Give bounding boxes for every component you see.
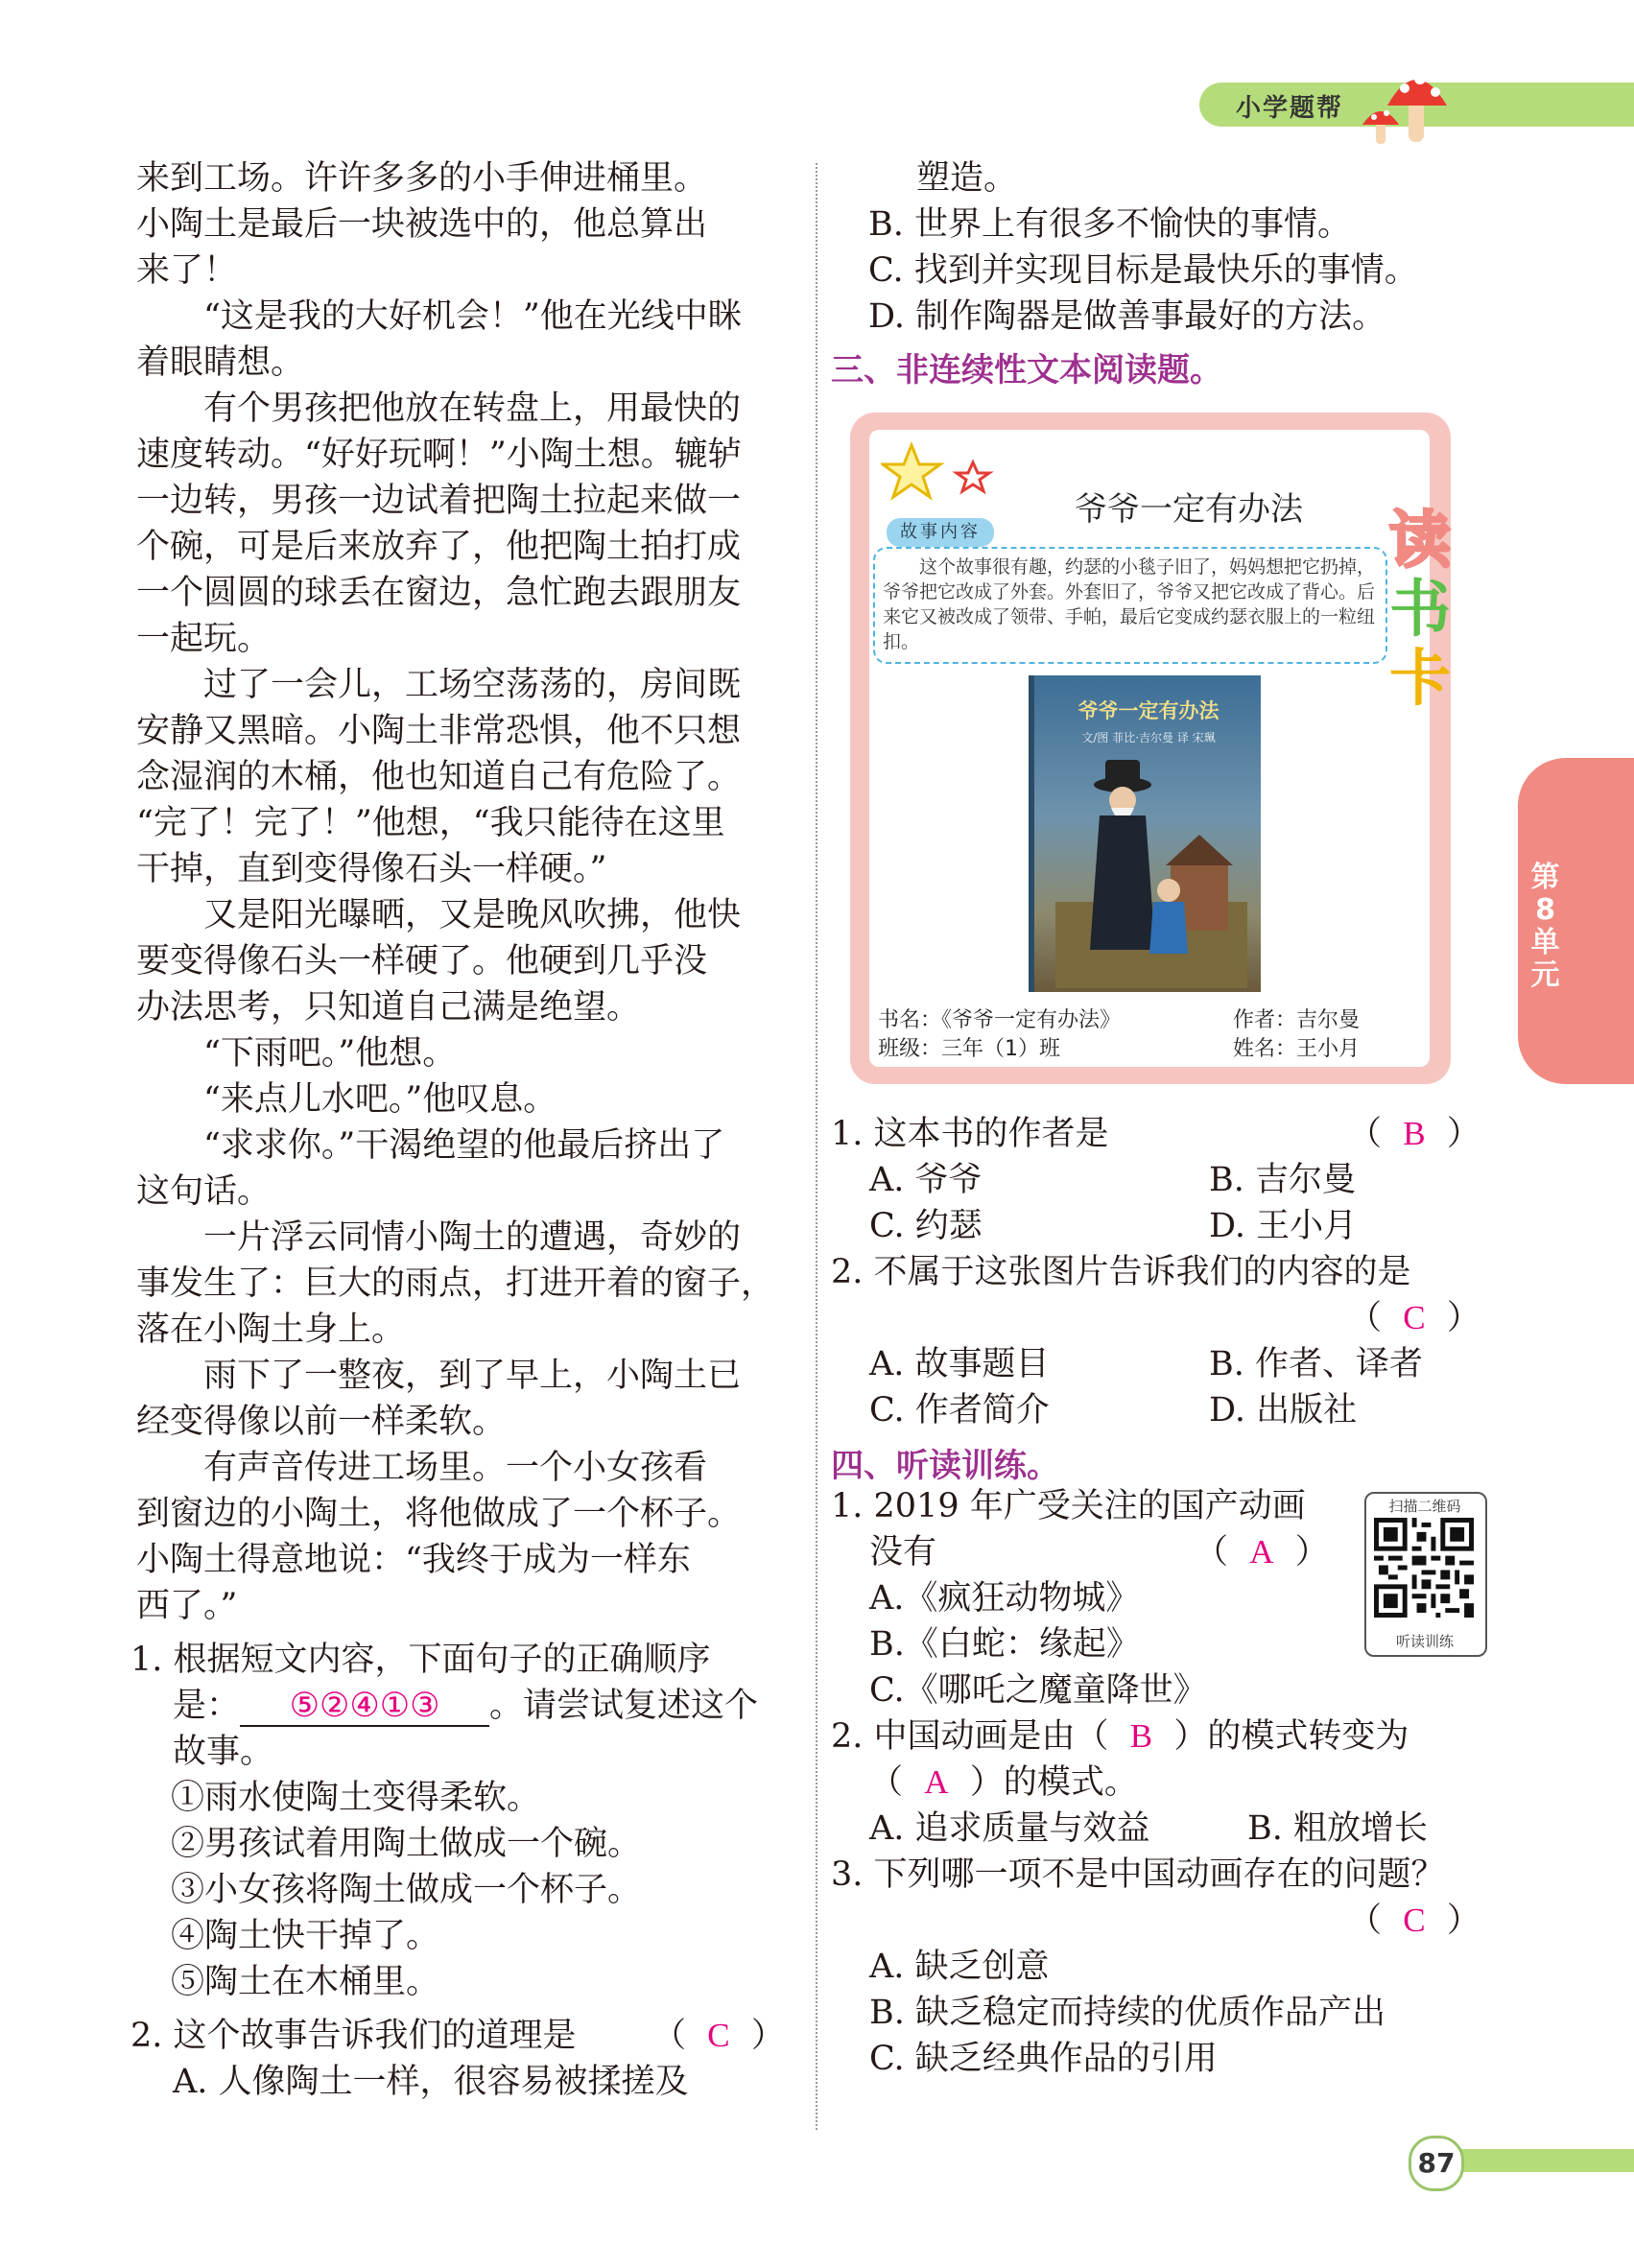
story-line: 有声音传进工场里。一个小女孩看 (203, 1449, 708, 1487)
card-question-1-bracket: （ B ） (1348, 1115, 1480, 1153)
sequence-item: ⑤陶土在木桶里。 (171, 1963, 440, 2001)
sequence-item: ③小女孩将陶土做成一个杯子。 (171, 1871, 642, 1909)
story-line: 小陶土是最后一块被选中的，他总算出 (136, 205, 708, 244)
story-line: 干掉，直到变得像石头一样硬。” (136, 850, 607, 888)
listen-question-2-answer-1: B (1129, 1717, 1153, 1755)
section-4-title: 四、听读训练。 (831, 1447, 1059, 1485)
listen-question-2-answer-2: A (924, 1763, 949, 1801)
page-number: 87 (1409, 2136, 1464, 2191)
class-field: 班级：三年（1）班 (878, 1037, 1060, 1061)
story-line: 办法思考，只知道自己满是绝望。 (136, 988, 641, 1027)
column-divider (816, 163, 817, 2130)
question-1-stem: 1. 根据短文内容，下面句子的正确顺序 (130, 1641, 711, 1679)
story-line: “求求你。”干渴绝望的他最后挤出了 (203, 1126, 725, 1165)
story-content-tag: 故事内容 (887, 518, 994, 547)
story-line: 有个男孩把他放在转盘上，用最快的 (203, 390, 742, 428)
question-2-answer: C (707, 2017, 730, 2054)
option: A.《疯狂动物城》 (869, 1579, 1140, 1618)
story-line: 过了一会儿，工场空荡荡的，房间既 (203, 666, 742, 704)
card-question-2-bracket: （ C ） (1348, 1299, 1480, 1337)
card-question-1-answer: B (1403, 1115, 1426, 1152)
listen-question-1-stem-b: 没有 (869, 1533, 937, 1571)
option: B. 粗放增长 (1247, 1809, 1428, 1848)
listen-question-2-stem-b: （ A ）的模式。 (869, 1763, 1138, 1802)
qr-caption-top: 扫描二维码 (1388, 1498, 1461, 1515)
sequence-item: ④陶土快干掉了。 (171, 1917, 440, 1955)
story-line: 事发生了：巨大的雨点，打进开着的窗子， (136, 1264, 775, 1303)
question-1-answer: ⑤②④①③ (240, 1687, 489, 1727)
mushroom-icon (1355, 59, 1460, 148)
listen-question-3-stem: 3. 下列哪一项不是中国动画存在的问题？ (831, 1855, 1445, 1894)
option: B.《白蛇：缘起》 (869, 1625, 1140, 1664)
story-line: 要变得像石头一样硬了。他硬到几乎没 (136, 942, 708, 980)
listen-question-3-answer: C (1403, 1902, 1426, 1939)
option-d: D. 制作陶器是做善事最好的方法。 (868, 297, 1386, 336)
star-icon (881, 441, 996, 503)
story-summary: 这个故事很有趣，约瑟的小毯子旧了，妈妈想把它扔掉，爷爷把它改成了外套。外套旧了，爷爷又把它改成了背心。后来它又被改成了领带、手帕，最后它变成约瑟衣服上的一粒纽扣。 (883, 556, 1376, 652)
unit-label: 第 8 单 元 (1530, 861, 1560, 992)
listen-question-1-bracket: （ A ） (1195, 1533, 1329, 1571)
story-line: 一起玩。 (136, 620, 272, 658)
question-1-stem-b: 是： ⑤②④①③ 。请尝试复述这个 (173, 1687, 759, 1725)
option: C.《哪吒之魔童降世》 (869, 1671, 1207, 1710)
brand-label: 小学题帮 (1236, 94, 1344, 123)
qr-caption-bottom: 听读训练 (1395, 1633, 1454, 1650)
reading-card-label: 读 书 卡 (1389, 506, 1451, 715)
story-line: 到窗边的小陶土，将他做成了一个杯子。 (136, 1495, 742, 1533)
option: A. 故事题目 (869, 1345, 1050, 1383)
story-line: 一个圆圆的球丢在窗边，急忙跑去跟朋友 (136, 574, 742, 612)
story-line: 又是阳光曝晒，又是晚风吹拂，他快 (203, 896, 742, 934)
listen-question-1-answer: A (1249, 1533, 1274, 1571)
option-c: C. 找到并实现目标是最快乐的事情。 (868, 251, 1418, 290)
option: D. 出版社 (1209, 1391, 1358, 1429)
story-line: 速度转动。“好好玩啊！”小陶土想。辘轳 (136, 436, 742, 474)
listen-question-2-stem: 2. 中国动画是由（ B ）的模式转变为 (831, 1717, 1409, 1756)
story-line: “来点儿水吧。”他叹息。 (203, 1080, 557, 1119)
option: B. 作者、译者 (1209, 1345, 1423, 1383)
story-line: 一片浮云同情小陶土的遭遇，奇妙的 (203, 1218, 742, 1257)
story-line: 安静又黑暗。小陶土非常恐惧，他不只想 (136, 712, 742, 750)
option: C. 作者简介 (869, 1391, 1050, 1429)
story-line: 西了。” (136, 1587, 238, 1625)
story-line: “这是我的大好机会！”他在光线中眯 (203, 297, 742, 336)
book-name-field: 书名：《爷爷一定有办法》 (878, 1008, 1122, 1032)
option: B. 缺乏稳定而持续的优质作品产出 (869, 1994, 1385, 2032)
grandpa-illustration (1055, 758, 1247, 988)
card-question-1-stem: 1. 这本书的作者是 (831, 1115, 1109, 1153)
sequence-item: ①雨水使陶土变得柔软。 (171, 1779, 541, 1817)
student-name-field: 姓名：王小月 (1233, 1037, 1361, 1061)
book-cover-credits: 文/图 菲比·吉尔曼 译 宋珮 (1081, 731, 1216, 744)
option-a-end: 塑造。 (916, 159, 1018, 198)
qr-code-icon[interactable] (1374, 1518, 1474, 1618)
story-line: 经变得像以前一样柔软。 (136, 1403, 507, 1441)
option: A. 爷爷 (869, 1161, 983, 1199)
story-line: 来了！ (136, 251, 238, 290)
story-line: 一边转，男孩一边试着把陶土拉起来做一 (136, 482, 742, 520)
option: C. 缺乏经典作品的引用 (869, 2040, 1218, 2078)
section-3-title: 三、非连续性文本阅读题。 (831, 351, 1222, 390)
option-b: B. 世界上有很多不愉快的事情。 (868, 205, 1351, 244)
story-line: 来到工场。许许多多的小手伸进桶里。 (136, 159, 708, 198)
author-field: 作者：吉尔曼 (1233, 1008, 1361, 1032)
card-title: 爷爷一定有办法 (1075, 490, 1303, 529)
story-line: 雨下了一整夜，到了早上，小陶土已 (203, 1357, 742, 1395)
listen-question-1-stem: 1. 2019 年广受关注的国产动画 (831, 1487, 1306, 1525)
question-2-answer-bracket: （ C ） (652, 2017, 785, 2055)
question-2-option-a: A. 人像陶土一样，很容易被揉搓及 (173, 2063, 689, 2101)
sequence-item: ②男孩试着用陶土做成一个碗。 (171, 1825, 642, 1863)
question-2-stem: 2. 这个故事告诉我们的道理是 (130, 2017, 577, 2055)
card-question-2-stem: 2. 不属于这张图片告诉我们的内容的是 (831, 1253, 1411, 1291)
story-line: 着眼睛想。 (136, 343, 305, 382)
story-line: 念湿润的木桶，他也知道自己有危险了。 (136, 758, 742, 796)
story-line: 这句话。 (136, 1172, 272, 1211)
option: C. 约瑟 (869, 1207, 983, 1245)
page-number-band (1439, 2149, 1634, 2172)
book-cover-title: 爷爷一定有办法 (1077, 699, 1220, 722)
story-line: 落在小陶土身上。 (136, 1311, 406, 1349)
story-line: 小陶土得意地说：“我终于成为一样东 (136, 1541, 691, 1579)
option: A. 追求质量与效益 (869, 1809, 1150, 1848)
option: D. 王小月 (1209, 1207, 1358, 1245)
option: A. 缺乏创意 (869, 1948, 1050, 1986)
question-1-stem-c: 故事。 (173, 1733, 274, 1771)
listen-question-3-bracket: （ C ） (1348, 1902, 1480, 1940)
story-line: “完了！完了！”他想，“我只能待在这里 (136, 804, 725, 842)
story-line: 个碗，可是后来放弃了，他把陶土拍打成 (136, 528, 742, 566)
card-question-2-answer: C (1403, 1299, 1426, 1336)
option: B. 吉尔曼 (1209, 1161, 1356, 1199)
story-line: “下雨吧。”他想。 (203, 1034, 457, 1073)
